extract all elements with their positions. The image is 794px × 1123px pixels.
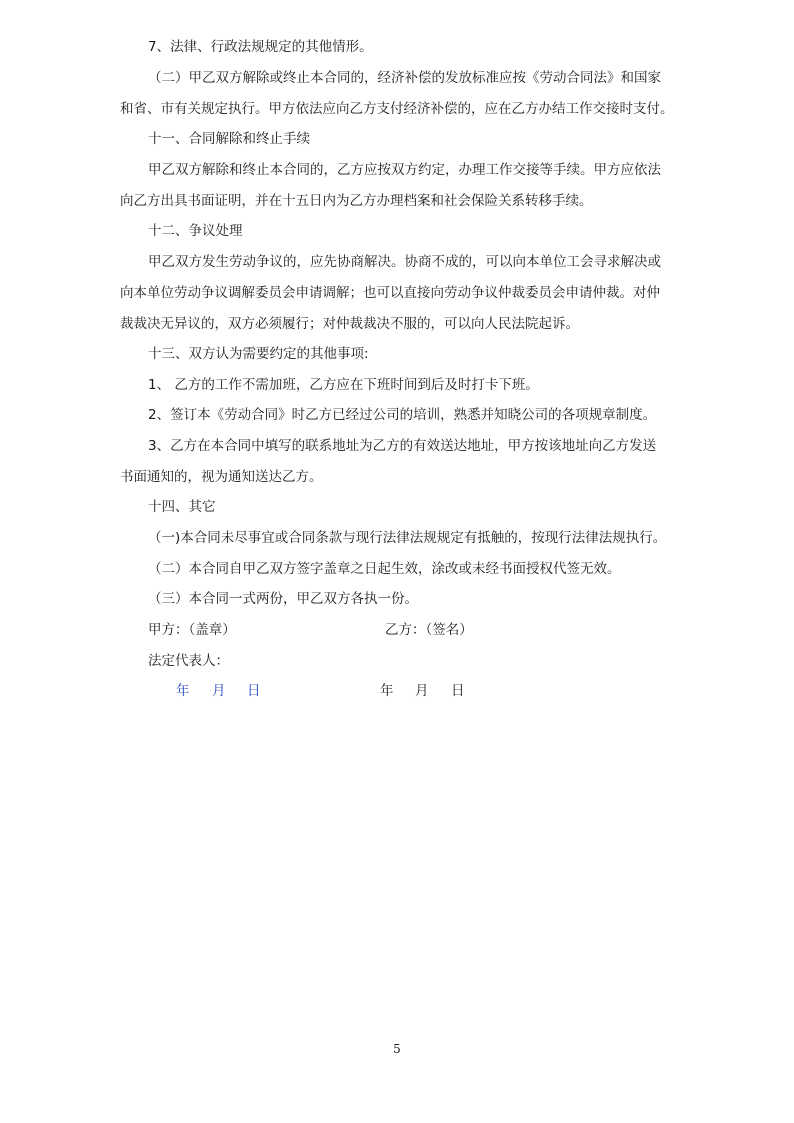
section-13-heading: 十三、双方认为需要约定的其他事项:: [148, 346, 369, 362]
section-12-line-3: 裁裁决无异议的，双方必须履行；对仲裁裁决不服的，可以向人民法院起诉。: [120, 316, 579, 332]
date-right-day: 日: [451, 683, 465, 699]
section-14-item-2: （二）本合同自甲乙双方签字盖章之日起生效，涂改或未经书面授权代签无效。: [148, 561, 621, 577]
date-left-month: 月: [212, 683, 226, 699]
date-row-right: [0, 682, 794, 700]
date-left-year: 年: [176, 683, 190, 699]
section-11-line-1: 甲乙双方解除和终止本合同的，乙方应按双方约定，办理工作交接等手续。甲方应依法: [148, 162, 661, 178]
page-number: 5: [393, 1042, 401, 1056]
section-11-line-2: 向乙方出具书面证明，并在十五日内为乙方办理档案和社会保险关系转移手续。: [120, 193, 593, 209]
legal-representative-label: 法定代表人：: [148, 653, 229, 669]
party-b-signature-label: 乙方：（签名）: [385, 622, 473, 638]
section-13-item-3-line-1: 3、乙方在本合同中填写的联系地址为乙方的有效送达地址，甲方按该地址向乙方发送: [148, 438, 657, 454]
party-a-seal-label: 甲方：（盖章）: [148, 622, 236, 638]
section-13-item-1: 1、 乙方的工作不需加班，乙方应在下班时间到后及时打卡下班。: [148, 377, 539, 393]
section-12-heading: 十二、争议处理: [148, 223, 243, 239]
clause-7-line: 7、法律、行政法规规定的其他情形。: [148, 39, 373, 55]
section-12-line-1: 甲乙双方发生劳动争议的，应先协商解决。协商不成的，可以向本单位工会寻求解决或: [148, 254, 661, 270]
section-12-line-2: 向本单位劳动争议调解委员会申请调解；也可以直接向劳动争议仲裁委员会申请仲裁。对仲: [120, 285, 660, 301]
section-14-item-1: （一)本合同未尽事宜或合同条款与现行法律法规规定有抵触的，按现行法律法规执行。: [148, 530, 667, 546]
compensation-line-1: （二）甲乙双方解除或终止本合同的，经济补偿的发放标准应按《劳动合同法》和国家: [148, 70, 661, 86]
section-14-item-3: （三）本合同一式两份，甲乙双方各执一份。: [148, 591, 418, 607]
compensation-line-2: 和省、市有关规定执行。甲方依法应向乙方支付经济补偿的，应在乙方办结工作交接时支付。: [120, 101, 674, 117]
section-11-heading: 十一、合同解除和终止手续: [148, 131, 310, 147]
section-13-item-3-line-2: 书面通知的，视为通知送达乙方。: [120, 469, 323, 485]
section-14-heading: 十四、其它: [148, 499, 216, 515]
section-13-item-2: 2、签订本《劳动合同》时乙方已经过公司的培训，熟悉并知晓公司的各项规章制度。: [148, 407, 657, 423]
date-right-month: 月: [415, 683, 429, 699]
date-left-day: 日: [247, 683, 261, 699]
date-right-year: 年: [380, 683, 394, 699]
